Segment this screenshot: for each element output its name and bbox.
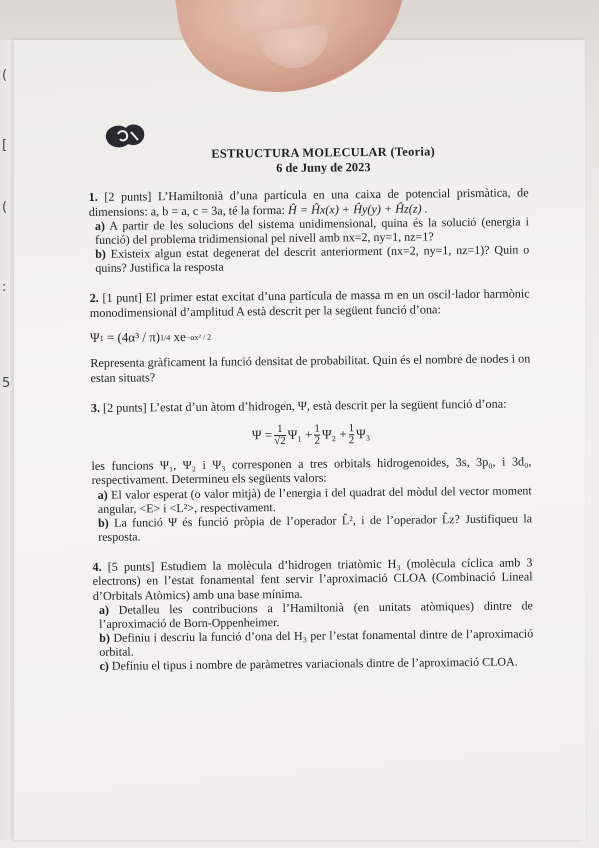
question-1-number: 1. (88, 189, 98, 204)
question-3a (98, 483, 532, 516)
question-4c-text: Definiu el tipus i nombre de paràmetres variacionals dintre de l’aproximació CLOA. (111, 654, 518, 673)
question-3-text: [2 punts] L’estat d’un àtom d’hidrogen, Ψ, està descrit per la següent funció d’ona: (102, 396, 507, 415)
eq2-power: 1/4 (160, 332, 171, 342)
eq3-term-3: Ψ₃ (356, 426, 371, 442)
question-3-equation (91, 421, 531, 449)
exam-date: 6 de Juny de 2023 (276, 160, 371, 176)
question-4a (99, 598, 533, 631)
question-4b-label: b) (99, 630, 110, 645)
eq3-frac-2-num: 1 (314, 422, 320, 435)
question-3a-text: El valor esperat (o valor mitjà) de l’energia i del quadrat del mòdul del vector moment angular, <E> i <L²>, respectivament. (97, 482, 532, 516)
edge-mark-1: ( (2, 68, 8, 83)
question-1a (95, 214, 529, 247)
exam-document (88, 133, 534, 673)
question-3b (98, 511, 532, 544)
question-3b-text: La funció Ψ és funció pròpia de l’operador L̂², i de l’operador L̂z? Justifiqueu la resposta. (98, 510, 533, 544)
eq3-frac-3-den: 2 (348, 433, 355, 446)
eq3-frac-3 (349, 423, 355, 446)
question-4c-label: c) (99, 658, 109, 673)
eq2-lhs: Ψ (90, 329, 100, 345)
question-1a-label: a) (94, 218, 105, 233)
question-2-text: [1 punt] El primer estat excitat d’una partícula de massa m en un oscil·lador harmònic monodimensional d’amplitud A està descrit per la següent funció d’ona: (89, 286, 530, 320)
underlying-sheet-edge (0, 40, 14, 840)
question-1a-text: A partir de les solucions del sistema unidimensional, quina és la solució (energia i funció) del problema tridimensional pel nivell amb nx=2, ny=1, nz=1? (94, 214, 529, 247)
eq2-x: xe (173, 328, 186, 345)
question-1-text: [2 punts] L’Hamiltonià d’una partícula en una caixa de potencial prismàtica, de dimensions: a, b = a, c = 3a, té la forma: (88, 185, 529, 219)
edge-mark-2: [ (2, 138, 8, 153)
question-4 (92, 555, 532, 603)
edge-mark-5: 5 (2, 376, 11, 391)
eq3-frac-2-den: 2 (314, 434, 321, 447)
eq3-frac-3-num: 1 (348, 421, 355, 434)
question-4-text: [5 punts] Estudiem la molècula d’hidrogen triatòmic H₃ (molècula cíclica amb 3 electrons) en l’estat fonamental fent servir l’aproximació CLOA (Combinació Lineal d’Orbitals Atòmics) amb una base mínima. (92, 554, 533, 603)
question-1b (95, 242, 529, 275)
question-3-number: 3. (90, 400, 101, 415)
eq2-mid: = (4α³ / π) (106, 329, 161, 345)
question-4b-text: Definiu i descriu la funció d’ona del H₃ per l’estat fonamental dintre de l’aproximació orbital. (99, 626, 534, 659)
question-4b (99, 626, 533, 659)
edge-mark-3: ( (2, 200, 8, 215)
question-1-formula: Ĥ = Ĥx(x) + Ĥy(y) + Ĥz(z) . (287, 200, 428, 217)
eq3-term-2: Ψ₂ + (321, 426, 347, 442)
eq2-exp: −αx² / 2 (185, 332, 212, 342)
question-2-equation (90, 325, 530, 346)
question-4a-label: a) (98, 602, 110, 617)
eq3-frac-1-num: 1 (277, 422, 283, 435)
exam-title: ESTRUCTURA MOLECULAR (Teoria) (211, 144, 436, 161)
eq3-frac-1-den: √2 (274, 434, 286, 447)
question-1b-text: Existeix algun estat degenerat del descrit anteriorment (nx=2, ny=1, nz=1)? Quin o quins? Justifica la resposta (95, 242, 530, 275)
question-2-followup: Representa gràficament la funció densitat de probabilitat. Quin és el nombre de nodes i on estan situats? (90, 351, 531, 385)
eq3-lhs: Ψ = (251, 427, 273, 443)
question-1b-label: b) (95, 246, 106, 261)
eq3-frac-1 (274, 423, 286, 446)
question-3a-label: a) (97, 487, 108, 502)
question-2 (90, 286, 530, 320)
question-3b-label: b) (97, 515, 109, 530)
question-2-number: 2. (89, 290, 99, 305)
question-1 (89, 185, 529, 219)
question-3-body: les funcions Ψ₁, Ψ₂ i Ψ₃ corresponen a tres orbitals hidrogenoides, 3s, 3p₀, i 3d₀, respectivament. Determineu els següents valors: (91, 453, 532, 487)
eq3-term-1: Ψ₁ + (287, 426, 313, 442)
question-4-number: 4. (92, 559, 102, 574)
eq3-frac-2 (314, 423, 320, 446)
question-4a-text: Detalleu les contribucions a l’Hamiltonià (en unitats atòmiques) dintre de l’aproximació de Born-Oppenheimer. (99, 598, 533, 631)
eq2-lhs-sub: 1 (99, 333, 104, 343)
edge-mark-4: : (2, 280, 7, 295)
